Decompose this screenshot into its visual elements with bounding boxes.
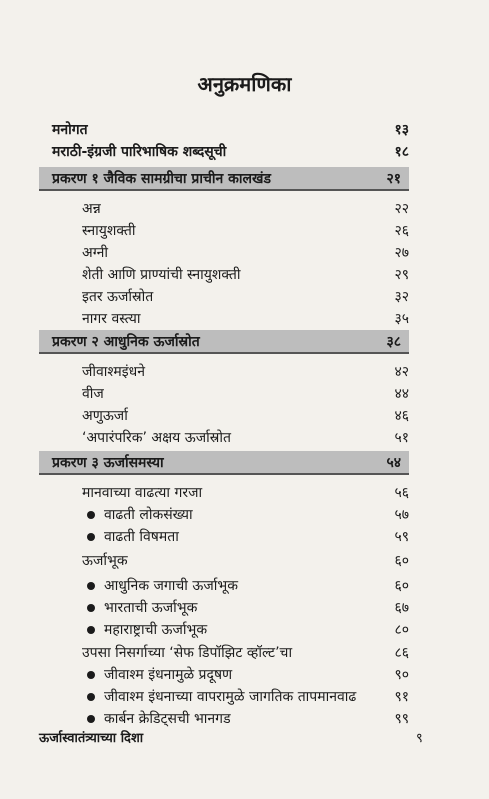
chapter-heading-1[interactable] bbox=[39, 167, 409, 191]
toc-entry-label: जीवाश्म इंधनाच्या वापरामुळे जागतिक तापमानवाढ bbox=[104, 689, 357, 705]
toc-entry[interactable] bbox=[52, 663, 409, 687]
bullet-icon bbox=[87, 693, 95, 701]
toc-entry-page: ८६ bbox=[394, 645, 409, 661]
toc-entry-page: ३५ bbox=[394, 311, 409, 327]
toc-section[interactable] bbox=[52, 549, 409, 573]
toc-entry[interactable] bbox=[52, 618, 409, 642]
toc-entry-label: जीवाश्म इंधनामुळे प्रदूषण bbox=[104, 667, 233, 683]
toc-entry[interactable] bbox=[52, 426, 409, 450]
chapter-heading-3[interactable] bbox=[39, 451, 409, 475]
toc-entry-label: महाराष्ट्राची ऊर्जाभूक bbox=[104, 622, 208, 638]
toc-entry-page: २७ bbox=[394, 245, 409, 261]
toc-entry-page: २९ bbox=[394, 267, 409, 283]
toc-entry-label: मनोगत bbox=[52, 122, 88, 138]
toc-entry-label: जीवाश्मइंधने bbox=[82, 364, 145, 380]
toc-entry-page: १३ bbox=[394, 122, 409, 138]
toc-entry-label: कार्बन क्रेडिट्सची भानगड bbox=[104, 711, 231, 727]
toc-entry[interactable] bbox=[52, 241, 409, 265]
toc-entry-label: नागर वस्त्या bbox=[82, 311, 141, 327]
toc-entry-page: ५७ bbox=[394, 507, 409, 523]
toc-entry-label: उपसा निसर्गाच्या ‘सेफ डिपॉझिट व्हॉल्ट’चा bbox=[82, 645, 293, 661]
toc-entry[interactable] bbox=[52, 219, 409, 243]
toc-entry[interactable] bbox=[52, 404, 409, 428]
toc-entry-page: ४६ bbox=[394, 408, 409, 424]
toc-entry-label: वाढती विषमता bbox=[104, 529, 179, 545]
bullet-icon bbox=[87, 671, 95, 679]
toc-entry[interactable] bbox=[52, 197, 409, 221]
toc-entry-label: ‘अपारंपरिक’ अक्षय ऊर्जास्रोत bbox=[82, 430, 231, 446]
toc-entry-page: ५९ bbox=[394, 529, 409, 545]
chapter-label: प्रकरण २ आधुनिक ऊर्जास्रोत bbox=[52, 334, 200, 350]
toc-entry-label: अणुऊर्जा bbox=[82, 408, 128, 424]
chapter-page: २१ bbox=[386, 171, 401, 187]
toc-entry-page: ६७ bbox=[394, 600, 409, 616]
toc-entry-page: ८० bbox=[394, 622, 409, 638]
toc-entry-page: ६० bbox=[394, 578, 409, 594]
toc-entry-label: वाढती लोकसंख्या bbox=[104, 507, 193, 523]
toc-entry[interactable] bbox=[52, 574, 409, 598]
toc-entry[interactable] bbox=[52, 285, 409, 309]
toc-entry[interactable] bbox=[52, 140, 409, 164]
chapter-rule bbox=[39, 352, 409, 354]
chapter-page: ५४ bbox=[386, 455, 401, 471]
toc-entry[interactable] bbox=[52, 382, 409, 406]
toc-entry-label: मानवाच्या वाढत्या गरजा bbox=[82, 485, 203, 501]
toc-entry-label: वीज bbox=[82, 386, 104, 402]
toc-entry-page: ५१ bbox=[394, 430, 409, 446]
chapter-page: ३८ bbox=[386, 334, 401, 350]
page-title: अनुक्रमणिका bbox=[197, 72, 292, 96]
toc-entry[interactable] bbox=[52, 685, 409, 709]
toc-entry-page: २२ bbox=[394, 201, 409, 217]
bullet-icon bbox=[87, 533, 95, 541]
bullet-icon bbox=[87, 582, 95, 590]
toc-section[interactable] bbox=[52, 641, 409, 665]
toc-entry-page: ४२ bbox=[394, 364, 409, 380]
toc-entry[interactable] bbox=[52, 263, 409, 287]
toc-entry-page: ४४ bbox=[394, 386, 409, 402]
toc-entry-page: ९० bbox=[394, 667, 409, 683]
toc-entry-label: अग्नी bbox=[82, 245, 109, 261]
chapter-rule bbox=[39, 189, 409, 191]
toc-entry-page: ९१ bbox=[394, 689, 409, 705]
toc-entry-label: शेती आणि प्राण्यांची स्नायुशक्ती bbox=[82, 267, 241, 283]
toc-entry-page: ९९ bbox=[394, 711, 409, 727]
bullet-icon bbox=[87, 715, 95, 723]
page-number: ९ bbox=[416, 731, 423, 746]
chapter-heading-2[interactable] bbox=[39, 330, 409, 354]
toc-entry-label: आधुनिक जगाची ऊर्जाभूक bbox=[104, 578, 238, 594]
toc-entry-page: ६० bbox=[394, 553, 409, 569]
chapter-label: प्रकरण ३ ऊर्जासमस्या bbox=[52, 455, 164, 471]
running-footer-title: ऊर्जास्वातंत्र्याच्या दिशा bbox=[39, 731, 144, 746]
toc-entry[interactable] bbox=[52, 307, 409, 331]
toc-entry-label: स्नायुशक्ती bbox=[82, 223, 136, 239]
bullet-icon bbox=[87, 626, 95, 634]
toc-entry-label: इतर ऊर्जास्रोत bbox=[82, 289, 154, 305]
chapter-label: प्रकरण १ जैविक सामग्रीचा प्राचीन कालखंड bbox=[52, 171, 271, 187]
toc-section[interactable] bbox=[52, 481, 409, 505]
toc-entry[interactable] bbox=[52, 596, 409, 620]
toc-entry-page: २६ bbox=[394, 223, 409, 239]
toc-entry[interactable] bbox=[52, 118, 409, 142]
toc-entry-page: ३२ bbox=[394, 289, 409, 305]
toc-entry-page: १८ bbox=[394, 144, 409, 160]
toc-entry[interactable] bbox=[52, 503, 409, 527]
toc-entry-page: ५६ bbox=[394, 485, 409, 501]
toc-entry-label: भारताची ऊर्जाभूक bbox=[104, 600, 198, 616]
bullet-icon bbox=[87, 511, 95, 519]
toc-entry-label: ऊर्जाभूक bbox=[82, 553, 128, 569]
chapter-rule bbox=[39, 473, 409, 475]
toc-entry-label: अन्न bbox=[82, 201, 101, 217]
toc-entry[interactable] bbox=[52, 525, 409, 549]
toc-entry[interactable] bbox=[52, 360, 409, 384]
bullet-icon bbox=[87, 604, 95, 612]
toc-entry-label: मराठी-इंग्रजी पारिभाषिक शब्दसूची bbox=[52, 144, 227, 160]
